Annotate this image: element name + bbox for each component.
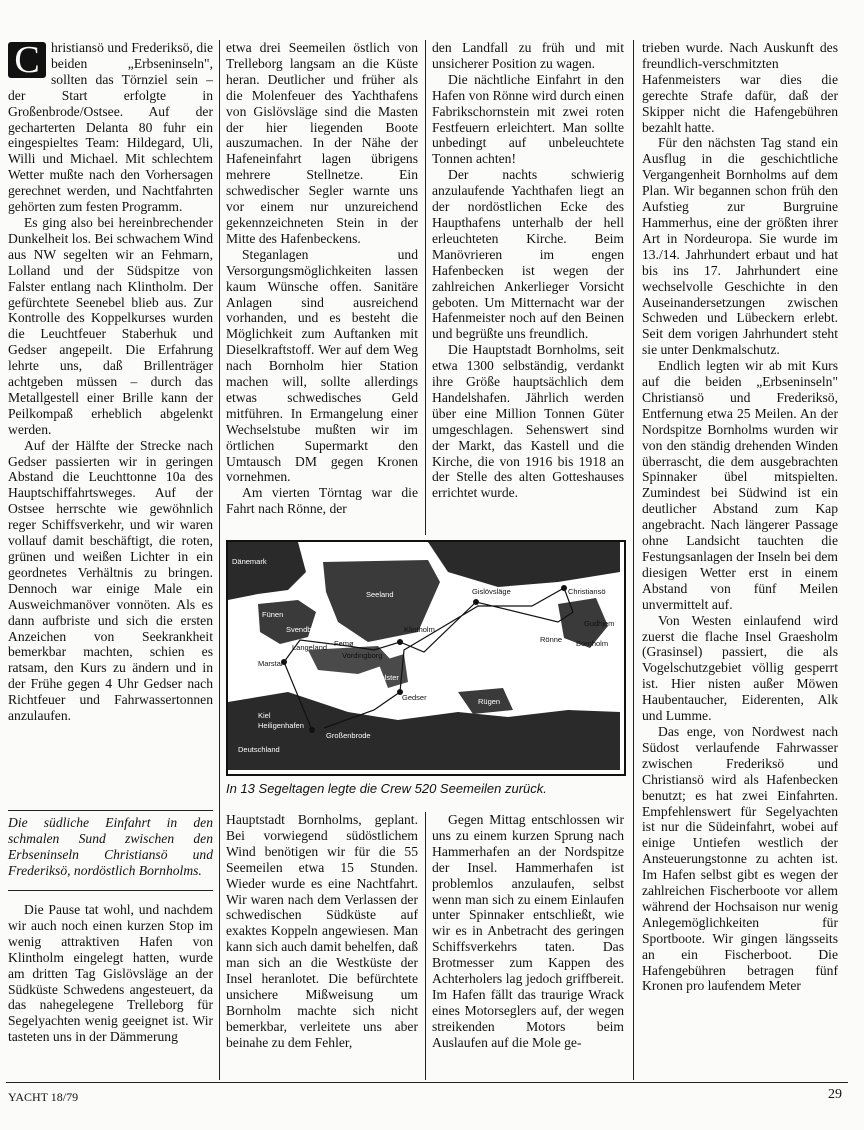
label-klintholm: Klintholm xyxy=(404,625,435,634)
dropcap: C xyxy=(8,42,46,78)
label-vordingborg: Vordingborg xyxy=(342,651,383,660)
paragraph: etwa drei Seemeilen östlich von Trelleborg langsam an die Küste heran. Deutlicher und früher als die Molenfeuer des Yachthafens von Gislövsläge sind die Masten der hier liegenden Boote auszumachen. In der Nähe der Hafeneinfahrt lagen übrigens mehrere Stellnetze. Ein schwedischer Segler warnte uns vor einem nur unzureichend gekennzeichneten Stein in der Mitte des Hafenbeckens. xyxy=(226,40,418,246)
column-1-bottom xyxy=(8,902,213,1045)
label-christiansoe: Christiansö xyxy=(568,587,606,596)
label-fuenen: Fünen xyxy=(262,610,284,619)
column-3 xyxy=(432,40,624,501)
column-4 xyxy=(642,40,838,994)
label-falster: Falster xyxy=(376,673,399,682)
label-kiel: Kiel xyxy=(258,711,271,720)
column-1 xyxy=(8,40,213,724)
paragraph: Für den nächsten Tag stand ein Ausflug in die geschichtliche Vergangenheit Bornholms auf dem Plan. Wir begannen schon früh den Aufstieg zur Burgruine Hammerhus, eine der größten ihrer Art in Nordeuropa. Sie wurde im 13./14. Jahrhundert erbaut und hat bis ins 17. Jahrhundert eine wechselvolle Geschichte in den Auseinandersetzungen zwischen Schweden und Lübeckern erlebt. Seit dem vorigen Jahrhundert steht sie unter Denkmalschutz. xyxy=(642,135,838,358)
label-langeland: Langeland xyxy=(292,643,328,652)
map-caption: In 13 Segeltagen legte die Crew 520 Seemeilen zurück. xyxy=(226,781,547,796)
route-map xyxy=(226,540,626,776)
paragraph: Von Westen einlaufend wird zuerst die flache Insel Graesholm (Grasinsel) passiert, die als Vogelschutzgebiet völlig gesperrt ist. Hier nisten außer Möwen Haubentaucher, Eiderenten, Alk und Lumme. xyxy=(642,612,838,724)
paragraph: Das enge, von Nordwest nach Südost verlaufende Fahrwasser zwischen Frederiksö und Christiansö wird als Hafenbecken benutzt; es hat zwei Einfahrten. Empfehlenswert für Segelyachten ist nur die Südeinfahrt, wobei auf einige Untiefen westlich der Ansteuerungstonne zu achten ist. Im Hafen selbst gibt es wegen der zahlreichen Fischerboote vor allem während der Hochsaison nur wenig Anlegemöglichkeiten für Sportboote. Wir gingen längsseits an ein Fischerboot. Die Hafengebühren betragen fünf Kronen pro laufendem Meter xyxy=(642,723,838,994)
label-bornholm: Bornholm xyxy=(576,639,609,648)
paragraph: Gegen Mittag entschlossen wir uns zu einem kurzen Sprung nach Hammerhafen an der Nordspitze der Insel. Hammerhafen ist problemlos anzulaufen, selbst wenn man sich zu einem Einlaufen unter Spinnaker entschließt, wie wir es in Anbetracht des geringen Schiffsverkehrs taten. Das Brotmesser zum Kappen des Achterholers lag jedoch griffbereit. Im Hafen fällt das traurige Wrack eines Motorseglers auf, der wegen streikenden Motors beim Auslaufen auf die Mole ge- xyxy=(432,812,624,1050)
stop-gislovslage xyxy=(473,599,479,605)
paragraph: Die nächtliche Einfahrt in den Hafen von Rönne wird durch einen Fabrikschornstein mit zwei roten Festfeuern erleichtert. Man sollte unbedingt auf unbeleuchtete Tonnen achten! xyxy=(432,71,624,167)
label-marstal: Marstal xyxy=(258,659,283,668)
label-daenemark: Dänemark xyxy=(232,557,267,566)
label-gedser: Gedser xyxy=(402,693,427,702)
label-gislovslage: Gislövsläge xyxy=(472,587,511,596)
stop-klintholm xyxy=(397,639,403,645)
caption-text: Die südliche Einfahrt in den schmalen Sund zwischen den Erbseninseln Christiansö und Frederiksö, nordöstlich Bornholms. xyxy=(8,815,213,878)
label-ruegen: Rügen xyxy=(478,697,501,706)
column-rule xyxy=(219,40,220,1080)
paragraph: Steganlagen und Versorgungsmöglichkeiten lassen kaum Wünsche offen. Sanitäre Anlagen sind ausreichend vorhanden, und es besteht die Möglichkeit zum Auftanken mit Dieselkraftstoff. Wer auf dem Weg nach Bornholm hier Station machen will, sollte allerdings etwas schwedisches Geld mitführen. In Ermangelung einer Wechselstube mußten wir im örtlichen Supermarkt den Umtausch DM gegen Kronen vornehmen. xyxy=(226,246,418,485)
label-seeland: Seeland xyxy=(366,590,394,599)
paragraph: Endlich legten wir ab mit Kurs auf die beiden „Erbseninseln" Christiansö und Frederiksö, Entfernung etwa 25 Meilen. An der Nordspitze Bornholms wurden wir von den ständig drehenden Winden überrascht, die dem ausgebrachten Spinnaker übel mitspielten. Zumindest bei Südwind ist ein deutlicher Abstand zum Kap angebracht. Nach längerer Passage ohne Landsicht tauchten die Festungsanlagen der Inseln bei dem diesigen Wetter erst in einem Abstand von fünf Meilen unvermittelt auf. xyxy=(642,358,838,612)
caption-rule-top xyxy=(8,810,213,811)
column-2 xyxy=(226,40,418,517)
column-2-bottom xyxy=(226,812,418,1051)
paragraph: trieben wurde. Nach Auskunft des freundlich-verschmitzten Hafenmeisters war dies die gerechte Strafe dafür, daß der Skipper nicht die Hafengebühren bezahlt hatte. xyxy=(642,40,838,135)
stop-grossenbrode xyxy=(309,727,315,733)
paragraph: Hauptstadt Bornholms, geplant. Bei vorwiegend südöstlichem Wind benötigen wir für die 55 Seemeilen etwa 15 Stunden. Wieder wurde es eine Nachtfahrt. Wir waren nach dem Verlassen der schwedischen Südküste auf exaktes Koppeln angewiesen. Man kann sich auch damit behelfen, daß man sich an die Westküste der Insel heranlotet. Die befürchtete unsichere Mißweisung um Bornholm machte sich nicht bemerkbar, verleitete uns aber beinahe zu dem Fehler, xyxy=(226,812,418,1050)
caption-rule-bottom xyxy=(8,890,213,891)
label-heiligenhafen: Heiligenhafen xyxy=(258,721,304,730)
column-rule xyxy=(425,40,426,535)
stop-christiansoe xyxy=(561,585,567,591)
label-svendborg: Svendborg xyxy=(286,625,323,634)
column-3-bottom xyxy=(432,812,624,1051)
footer-rule xyxy=(6,1082,848,1083)
column-rule xyxy=(633,40,634,1080)
photo-caption xyxy=(8,815,213,879)
label-grossenbrode: Großenbrode xyxy=(326,731,371,740)
label-roenne: Rönne xyxy=(540,635,563,644)
paragraph: Am vierten Törntag war die Fahrt nach Rönne, der xyxy=(226,485,418,517)
paragraph: Die Hauptstadt Bornholms, seit etwa 1300 selbständig, verdankt ihre Größe hauptsächlich dem Handelshafen. Jährlich werden über eine Million Tonnen Güter umgeschlagen. Sehenswert sind der Markt, das Kastell und die Kirche, die von 1916 bis 1918 an der Stelle des alten Gotteshauses errichtet wurde. xyxy=(432,342,624,501)
page-number: 29 xyxy=(828,1087,842,1102)
column-rule xyxy=(425,812,426,1080)
paragraph: Die Pause tat wohl, und nachdem wir auch noch einen kurzen Stop im wenig attraktiven Hafen von Klintholm eingelegt hatten, wurde am dritten Tag Gislövsläge an der Südküste Schwedens angesteuert, da das nahegelegene Trelleborg für Segelyachten wenig geeignet ist. Wir tasteten uns in der Dämmerung xyxy=(8,902,213,1045)
label-deutschland: Deutschland xyxy=(238,745,280,754)
paragraph: den Landfall zu früh und mit unsicherer Position zu wagen. xyxy=(432,40,624,71)
route-map-svg xyxy=(228,542,620,770)
paragraph: Der nachts schwierig anzulaufende Yachthafen liegt an der nordöstlichen Ecke des Haupthafens unterhalb der hell erleuchteten Kirche. Beim Manövrieren im engen Hafenbecken ist wegen der zahlreichen Ankerlieger Vorsicht geboten. Um Mitternacht war der Hafenmeister noch auf den Beinen und begrüßte uns freundlich. xyxy=(432,167,624,342)
paragraph: C hristiansö und Frederiksö, die beiden „Erbseninseln", sollten das Törnziel sein – der Start erfolgte in Großenbrode/Ostsee. Auf der gecharterten Delanta 80 fuhr ein eingespieltes Team: Hildegard, Uli, Willi und Michael. Mit schlechtem Wetter mußte nach den Vorhersagen gerechnet werden, und Nachtfahrten gehörten zum festen Programm. xyxy=(8,39,213,215)
paragraph: Auf der Hälfte der Strecke nach Gedser passierten wir in geringen Abstand die Leuchttonne 10a des Hauptschiffahrtsweges. Auf der Ostsee herrschte wie gewöhnlich reger Schiffsverkehr, und wir waren vollauf damit beschäftigt, die roten, grünen und weißen Lichter in ein geordnetes Verhältnis zu bringen. Dennoch war einige Male ein Ausweichmanöver vonnöten. Als es dann aufbriste und sich die ersten Anzeichen von Seekrankheit bemerkbar machten, schien es ratsam, den Kurs zu ändern und in der Frühe gegen 4 Uhr Gedser nach Richtfeuer und Fahrwassertonnen anzulaufen. xyxy=(8,437,213,724)
label-femoe: Femø xyxy=(334,639,354,648)
label-gudhjem: Gudhjem xyxy=(584,619,615,628)
paragraph: Es ging also bei hereinbrechender Dunkelheit los. Bei schwachem Wind aus NW segelten wir an Fehmarn, Lolland und der Südspitze von Falster entlang nach Klintholm. Der gefürchtete Seenebel blieb aus. Zur Kontrolle des Koppelkurses wurden die Leuchtfeuer Staberhuk und Gedser angepeilt. Die Erfahrung lehrte uns, daß Brillenträger achtgeben müssen – durch das Metallgestell einer Brille kann der Peilkompaß erheblich abgelenkt werden. xyxy=(8,214,213,437)
issue-label: YACHT 18/79 xyxy=(8,1090,79,1104)
